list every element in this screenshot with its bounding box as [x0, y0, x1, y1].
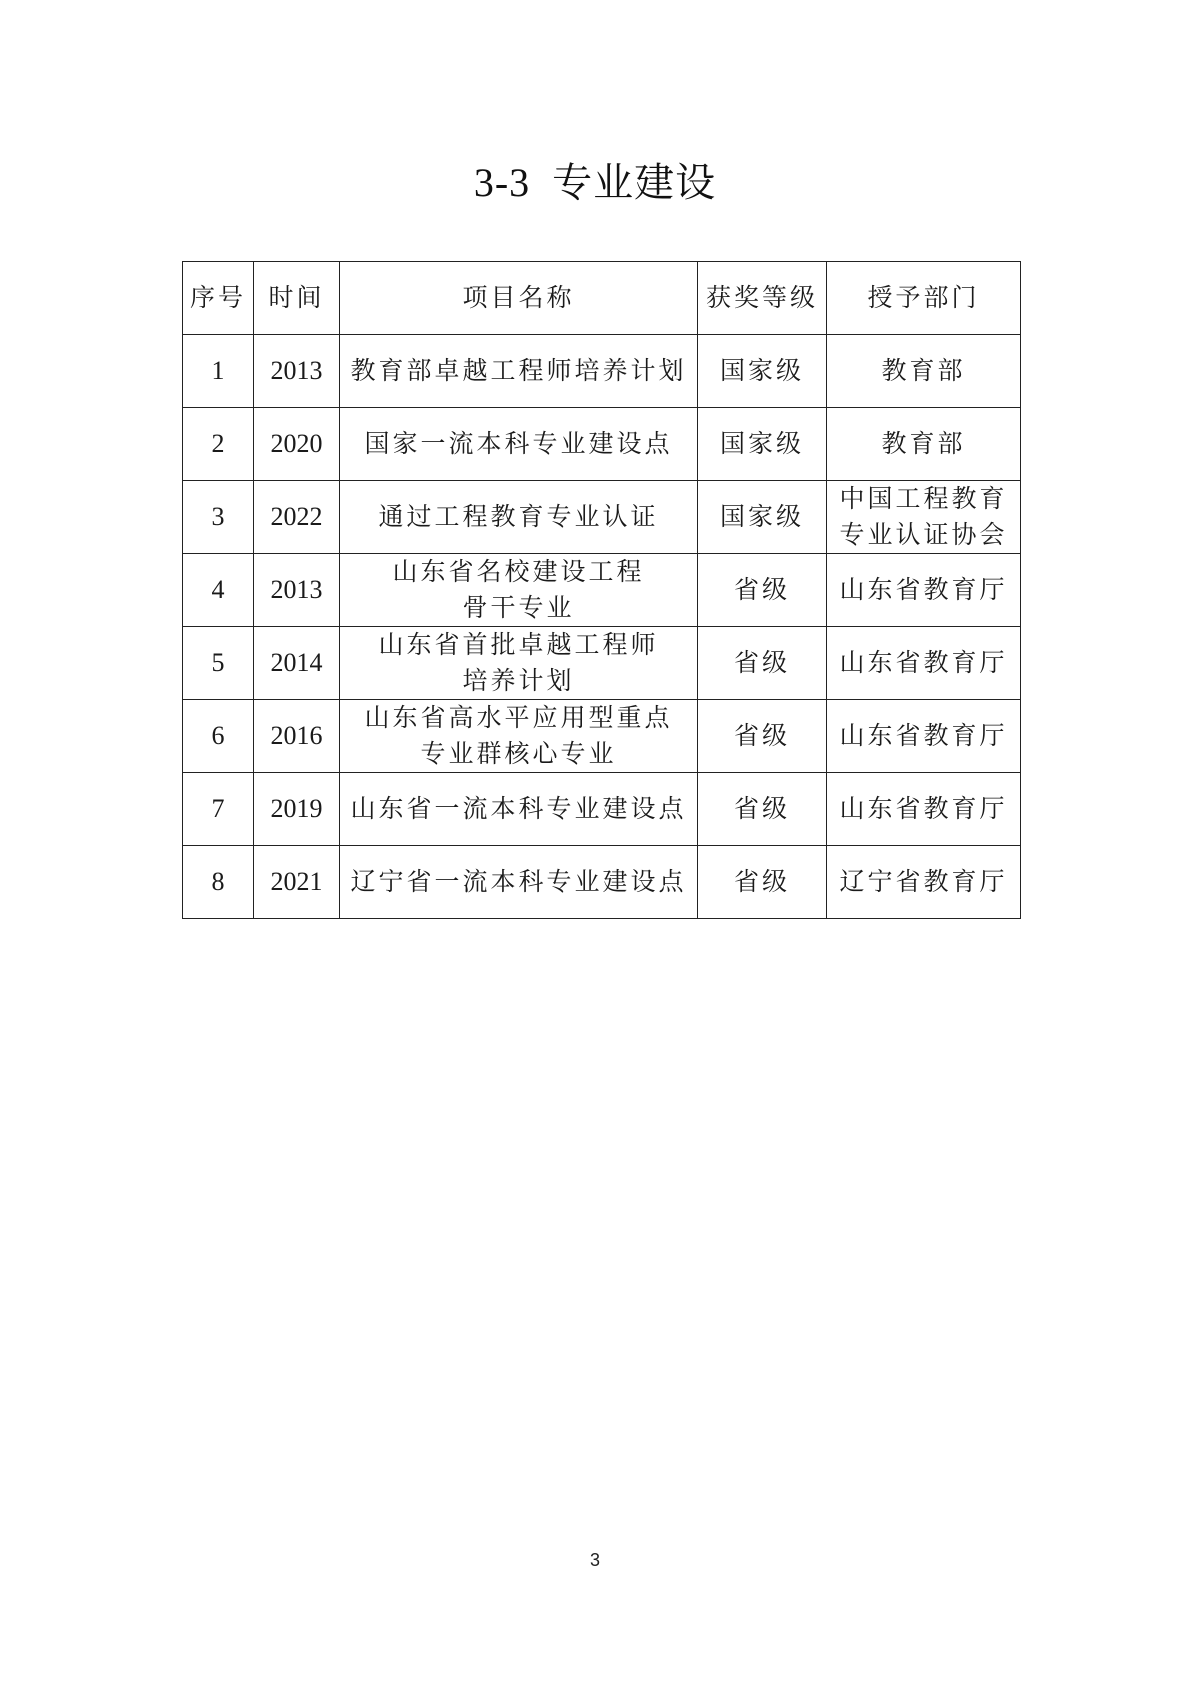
cell-award-level: 省级 [698, 554, 827, 627]
cell-granting-department-line: 山东省教育厅 [839, 648, 1008, 677]
cell-granting-department-line: 辽宁省教育厅 [839, 867, 1008, 896]
cell-project-name-line: 辽宁省一流本科专业建设点 [350, 867, 687, 896]
cell-granting-department-line: 专业认证协会 [839, 520, 1008, 549]
table-row [183, 773, 1021, 846]
cell-project-name-line: 山东省名校建设工程 [392, 557, 645, 586]
cell-project-name-line: 山东省高水平应用型重点 [364, 703, 673, 732]
cell-project-name [340, 846, 698, 919]
cell-project-name-line: 山东省首批卓越工程师 [378, 630, 659, 659]
table-row [183, 627, 1021, 700]
page-title [0, 155, 1190, 211]
cell-project-name-line: 教育部卓越工程师培养计划 [350, 356, 687, 385]
cell-granting-department-line: 山东省教育厅 [839, 794, 1008, 823]
cell-granting-department [827, 408, 1021, 481]
header-award-level: 获奖等级 [698, 262, 827, 335]
construction-awards-table [182, 261, 1021, 919]
cell-index: 4 [183, 554, 254, 627]
cell-granting-department [827, 481, 1021, 554]
cell-project-name-line: 国家一流本科专业建设点 [364, 429, 673, 458]
cell-project-name-line: 培养计划 [462, 666, 575, 695]
cell-project-name [340, 773, 698, 846]
table-row [183, 481, 1021, 554]
cell-project-name [340, 408, 698, 481]
cell-year: 2014 [254, 627, 340, 700]
table-header-row [183, 262, 1021, 335]
cell-project-name-line: 山东省一流本科专业建设点 [350, 794, 687, 823]
cell-granting-department [827, 554, 1021, 627]
cell-granting-department [827, 846, 1021, 919]
cell-index: 3 [183, 481, 254, 554]
header-project-name: 项目名称 [340, 262, 698, 335]
cell-year: 2022 [254, 481, 340, 554]
cell-year: 2016 [254, 700, 340, 773]
cell-index: 6 [183, 700, 254, 773]
table-row [183, 846, 1021, 919]
cell-award-level: 国家级 [698, 481, 827, 554]
table-row [183, 408, 1021, 481]
cell-year: 2021 [254, 846, 340, 919]
title-text: 专业建设 [552, 160, 717, 206]
cell-granting-department [827, 335, 1021, 408]
header-time: 时间 [254, 262, 340, 335]
cell-year: 2013 [254, 335, 340, 408]
cell-award-level: 省级 [698, 627, 827, 700]
cell-index: 8 [183, 846, 254, 919]
cell-granting-department-line: 山东省教育厅 [839, 721, 1008, 750]
header-granting-department: 授予部门 [827, 262, 1021, 335]
cell-project-name [340, 481, 698, 554]
cell-granting-department [827, 773, 1021, 846]
cell-award-level: 省级 [698, 846, 827, 919]
cell-index: 7 [183, 773, 254, 846]
cell-index: 2 [183, 408, 254, 481]
cell-project-name [340, 627, 698, 700]
cell-granting-department-line: 教育部 [881, 356, 966, 385]
cell-year: 2020 [254, 408, 340, 481]
cell-year: 2019 [254, 773, 340, 846]
cell-award-level: 国家级 [698, 335, 827, 408]
header-index: 序号 [183, 262, 254, 335]
cell-award-level: 国家级 [698, 408, 827, 481]
cell-project-name-line: 通过工程教育专业认证 [378, 502, 659, 531]
cell-project-name-line: 专业群核心专业 [420, 739, 617, 768]
cell-index: 5 [183, 627, 254, 700]
cell-project-name [340, 700, 698, 773]
cell-year: 2013 [254, 554, 340, 627]
cell-granting-department-line: 山东省教育厅 [839, 575, 1008, 604]
cell-project-name [340, 335, 698, 408]
cell-granting-department [827, 627, 1021, 700]
cell-project-name-line: 骨干专业 [462, 593, 575, 622]
table-row [183, 335, 1021, 408]
cell-project-name [340, 554, 698, 627]
title-number: 3-3 [473, 160, 531, 205]
cell-index: 1 [183, 335, 254, 408]
cell-award-level: 省级 [698, 773, 827, 846]
table-body [183, 335, 1021, 919]
page-number: 3 [589, 1550, 600, 1570]
cell-granting-department [827, 700, 1021, 773]
cell-award-level: 省级 [698, 700, 827, 773]
table-row [183, 554, 1021, 627]
cell-granting-department-line: 中国工程教育 [839, 484, 1008, 513]
table-row [183, 700, 1021, 773]
cell-granting-department-line: 教育部 [881, 429, 966, 458]
